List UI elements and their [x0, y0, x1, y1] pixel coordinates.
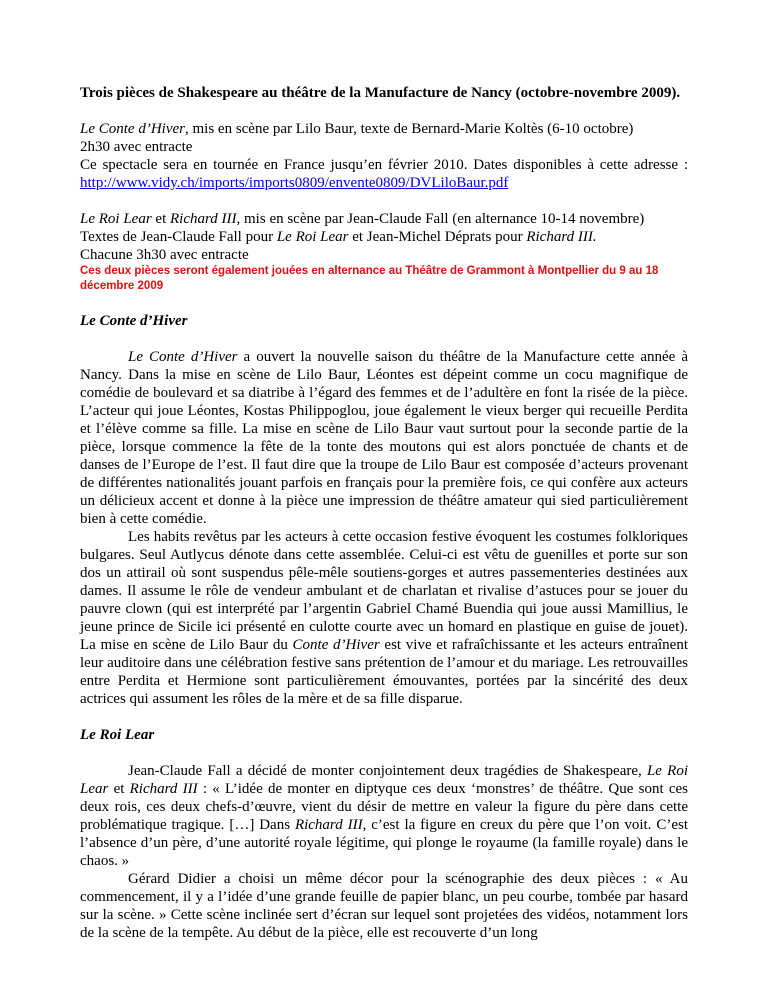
intro-conte-dhiver [80, 120, 688, 192]
intro1-line1: Le Conte d’Hiver, mis en scène par Lilo Baur, texte de Bernard-Marie Koltès (6-10 octobre) [80, 121, 634, 137]
conte-paragraph-1: Le Conte d’Hiver a ouvert la nouvelle saison du théâtre de la Manufacture cette année à Nancy. Dans la mise en scène de Lilo Baur, Léontes est dépeint comme un cocu magnifique de comédie de boulevard et sa diatribe à l’égard des femmes et de l’adultère en font la risée de la pièce. L’acteur qui joue Léontes, Kostas Philippoglou, joue également le vieux berger qui recueille Perdita et l’élève comme sa fille. La mise en scène de Lilo Baur vaut surtout pour la seconde partie de la pièce, lorsque commence la fête de la tonte des moutons qui est alors ponctuée de chants et de danses de l’Europe de l’est. Il faut dire que la troupe de Lilo Baur est composée d’acteurs provenant de différentes nationalités jouant parfois en français pour la première fois, ce qui confère aux acteurs un délicieux accent et donne à la pièce une impression de théâtre amateur qui sied particulièrement bien à cette comédie. [80, 349, 688, 527]
section-heading-lear: Le Roi Lear [80, 727, 155, 743]
document-title: Trois pièces de Shakespeare au théâtre de la Manufacture de Nancy (octobre-novembre 2009). [80, 85, 681, 101]
lear-paragraph-1: Jean-Claude Fall a décidé de monter conjointement deux tragédies de Shakespeare, Le Roi Lear et Richard III : « L’idée de monter en diptyque ces deux ‘monstres’ de théâtre. Que sont ces deux rois, ces deux chefs-d’œuvre, vient du désir de mettre en valeur la figure du père dans cette problématique tragique. […] Dans Richard III, c’est la figure en creux du père que l’on voit. C’est l’absence d’un père, d’une autorité royale légitime, qui plonge le royaume (la famille royale) dans le chaos. » [80, 763, 688, 869]
intro2-texts: Textes de Jean-Claude Fall pour Le Roi Lear et Jean-Michel Déprats pour Richard III. [80, 229, 597, 245]
intro2-duration: Chacune 3h30 avec entracte [80, 247, 249, 263]
document-page [80, 84, 688, 942]
tour-dates-link[interactable]: http://www.vidy.ch/imports/imports0809/envente0809/DVLiloBaur.pdf [80, 175, 509, 191]
section-heading-conte: Le Conte d’Hiver [80, 313, 188, 329]
conte-paragraph-2: Les habits revêtus par les acteurs à cette occasion festive évoquent les costumes folkloriques bulgares. Seul Autlycus dénote dans cette assemblée. Celui-ci est vêtu de guenilles et porte sur son dos un attirail où sont suspendus pêle-mêle soutiens-gorges et autres passementeries destinées aux dames. Il assume le rôle de vendeur ambulant et de charlatan et rivalise d’astuces pour se jouer du pauvre clown (qui est interprété par l’argentin Gabriel Chamé Buendia qui joue aussi Mamillius, le jeune prince de Sicile ici présenté en culotte courte avec un homard en plastique en guise de jouet). La mise en scène de Lilo Baur du Conte d’Hiver est vive et rafraîchissante et les acteurs entraînent leur auditoire dans une célébration festive sans prétention de l’amour et du mariage. Les retrouvailles entre Perdita et Hermione sont particulièrement émouvantes, portées par la sincérité des deux actrices qui assument les rôles de la mère et de sa fille disparue. [80, 529, 689, 707]
intro-roi-lear-richard [80, 210, 688, 294]
play-title: Le Conte d’Hiver [80, 121, 185, 137]
intro2-line1: Le Roi Lear et Richard III, mis en scène par Jean-Claude Fall (en alternance 10-14 novembre) [80, 211, 645, 227]
intro1-tour-info: Ce spectacle sera en tournée en France jusqu’en février 2010. Dates disponibles à cette adresse : http://www.vidy.ch/imports/imports0809/envente0809/DVLiloBaur.pdf [80, 157, 688, 191]
intro1-duration: 2h30 avec entracte [80, 139, 193, 155]
montpellier-note: Ces deux pièces seront également jouées en alternance au Théâtre de Grammont à Montpellier du 9 au 18 décembre 2009 [80, 265, 659, 292]
lear-paragraph-2: Gérard Didier a choisi un même décor pour la scénographie des deux pièces : « Au commencement, il y a l’idée d’une grande feuille de papier blanc, un peu courbe, tombée par hasard sur la scène. » Cette scène inclinée sert d’écran sur lequel sont projetées des vidéos, notamment lors de la scène de la tempête. Au début de la pièce, elle est recouverte d’un long [80, 871, 688, 941]
